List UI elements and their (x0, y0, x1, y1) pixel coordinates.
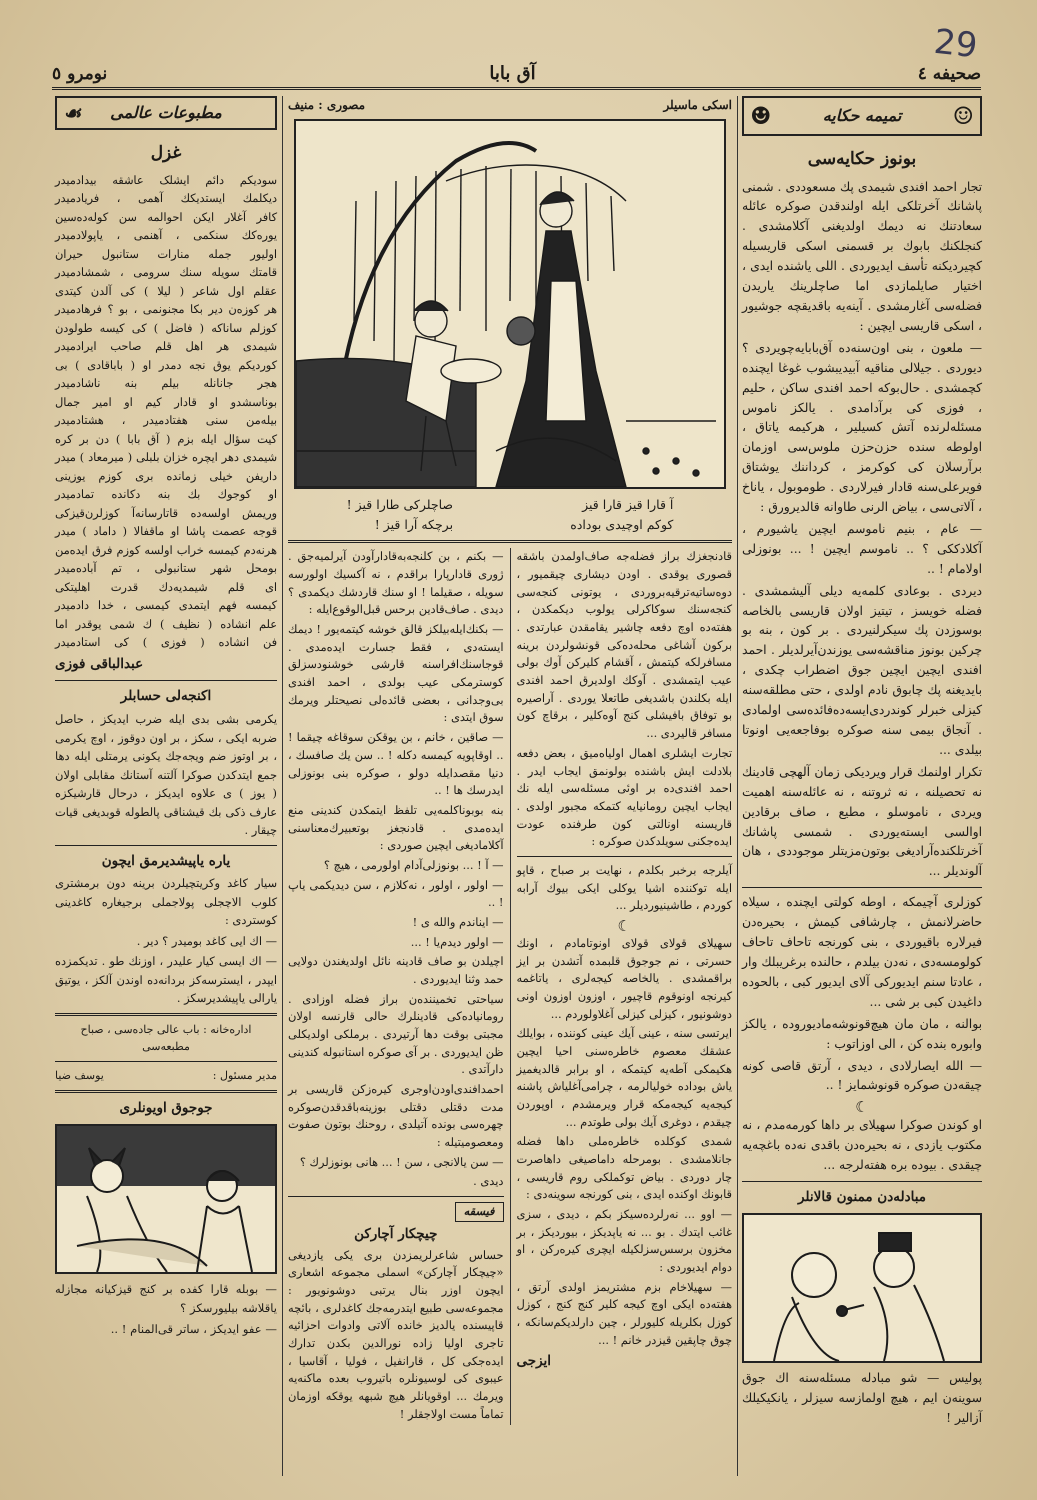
poem-line: شیمدی هر اهل قلم صاحب ایرادمیدر (55, 340, 277, 354)
verse-right (570, 495, 673, 535)
middle-column (288, 96, 732, 1425)
divider (288, 540, 732, 543)
story-continuation (288, 548, 732, 1425)
story-text: تجارت ایشلری اهمال اولیاه‌میق ، بعض دفعه بلادلت ایش باشنده بولونمق ایجاب ایدر . احمد افندی‌ده بر اوئی مسئله‌سی ایله نك ایجاب ایچین رومانیایه کتمکه مجبور اولدی . قاریسنه اونالتی کون طرفنده عودت ایده‌جکنی سویلدکدن صوکره : (516, 745, 732, 849)
section-mark-icon: ☾ (617, 916, 631, 935)
face-ornament-icon: ☺ (952, 100, 974, 130)
poem-title: غزل (150, 143, 182, 163)
story-text: — اولور ، اولور ، نه‌کلازم ، سن دیدیکمی یاپ ! .. (288, 877, 504, 910)
column-rule-left (282, 96, 283, 1476)
illustration-title: اسکی ماسیلر (663, 98, 732, 112)
poem-line: شیمدی دهر ایچره خزان بلبلی ( میرمعاد ) میدر (55, 451, 277, 465)
story-subcolumn-right (517, 548, 733, 1425)
poem-line: او کوجوك بك بنه دکانده تمادمیدر (55, 488, 277, 502)
illustration-verse (288, 495, 732, 535)
press-section-banner (55, 96, 277, 130)
verse-line: برچکه آرا قیز ! (374, 517, 454, 533)
cartoon-caption-2: — عفو ایدیکز ، ساتر قی‌المنام ! .. (110, 1321, 277, 1336)
continued-paragraph-3: — الله ایصارلادی ، دیدی ، آرتق قاصی کونه چیقه‌دن صوکره قونوشمایز ! .. (742, 1058, 982, 1093)
story-text: بنه بوبونا‌کلمه‌یی تلفظ ایتمکدن کندینی منع ایده‌مدی . قادنجغز بوتعبیرك‌معناسنی آکلامادیغی ایچین صوردی : (288, 802, 504, 853)
poem-line: سودیکم دائم ایشلک عاشقه بیدادمیدر (55, 173, 277, 187)
poem-line: کیت سؤال ایله بزم ( آق بابا ) دن بر کره (55, 432, 277, 446)
column-rule-right (737, 96, 738, 1476)
story-text: — سن یالانجی ، سن ! ... هانی بونوزلرك ؟ (299, 1154, 504, 1169)
imprint-manager-label: مدیر مسئول : (212, 1069, 277, 1083)
illustration-credit: مصوری : منیف (288, 98, 366, 112)
verse-line: صاچلرکی طارا قیز ! (346, 497, 454, 513)
poem-line: عقلم اول شاعر ( لیلا ) کی آلدن کیتدی (55, 284, 277, 298)
poem-line: دیکلمك ایستدیکك آهمی ، فریادمیدر (55, 192, 277, 206)
verse-line: آ قارا قیز قارا قیز (582, 497, 674, 513)
poem-line: علم انشاده ( نظیف ) ك شمی یوقدر اما (55, 617, 277, 631)
story-subcolumn-left (288, 548, 504, 1425)
story-text: ایرتسی سنه ، عینی آیك عینی کوننده ، بوایلك عشقك معصوم خاطره‌سنی احیا ایچین هکیمکی آطه‌یه کیتمکه ، او برابر قالدیغمیز یاش بوداده خولیالرمه ، چرامی‌آغلیاش پاشنه کیجه‌یه کیجه‌مکه قرار ویرمشدم ، اوپوردن چیقدم ، دوغری آیك بولی طوتدم ... (516, 1026, 732, 1129)
story-paragraph-4: دیردی . بوعادی کلمه‌یه دیلی آلیشمشدی . فضله‌ خویسز ، تیتیز اولان قاریسی بالخاصه بوسوزدن پك سیکرلنیردی . بر کون ، بنه بو چرکین بونوز مناقشه‌سی یوزندن‌آیرلدیلر . احمد افندی ایچین ایچین جوق اضطراب چکدی ، بایدیغنه پك چابوق نادم اولدی ، حتی مطلقه‌سنه کیزلی خبرلر کوندردی‌ایسه‌ده‌فائده‌سی اولمادی . آنجاق بیمی سنه صوکره بوفاجعه‌یی اونوتا بیلدی ... (742, 583, 982, 757)
cartoon-caption-1: — بوبله قارا کفده بر کنج قیزکیانه‌ مجازله یاقلاشه بیلیورسکز ؟ (55, 1281, 277, 1315)
poem-line: کافر آغلار ایکن احوالمه سن کوله‌ده‌سین (55, 210, 277, 224)
illustration-drawing (296, 121, 724, 487)
poem-line: هرنه‌دم کیمسه خراب اولسه کوزم فرق ایده‌من (55, 543, 277, 557)
press-section-title: مطبوعات عالمی (110, 103, 222, 123)
story-text: — بکنم ، بن کلنجه‌به‌قادارآودن آیرلمیه‌جق . ژوری قادارپارا براقدم ، نه آکسیك اولورسه سویله ، صقیلما ! او سنك قاردشك دیکمدی ؟ دیدی . صاف‌قادین برحس قبل‌الوقوع‌ایله : (288, 549, 504, 617)
story-text: سهیلای قولای قولای اونوتامادم ، اونك حسرتی ، نم جوجوق قلبمده آتشدن بر ایز براقمشدی . یالخاصه کیجه‌لری ، یاتاغمه کیرنجه اونوقوم قاچیور ، اوزون اوزون اونی دوشونیور ، کیزلی کیزلی آغلاولوردم ... (516, 935, 732, 1021)
story-title: بونوز حکایه‌سی (807, 149, 917, 169)
divider (55, 1090, 277, 1093)
story-text: — اولور دیدم‌یا ! ... (410, 934, 504, 949)
poem-line: بومحل شهر ستانبولی ، تم آباده‌میدر (55, 562, 277, 576)
poem-signature: عبدالباقی فوزی (55, 655, 144, 672)
children-games-cartoon (55, 1124, 277, 1274)
poem-line: هر کوزه‌ن دیر بکا مجنونمی ، بو ؟ فرهادمیدر (55, 303, 277, 317)
newspaper-title: آق بابا (489, 63, 536, 84)
joke-text: سیار کاغد وکریتچیلردن برینه دون برمشتری کلوب الاچجلی پولاجملی برجیغاره کاغدینی کوستردی : (55, 876, 277, 928)
story-section-title: تمیمه حکایه (822, 106, 902, 126)
poem-line: کوردیکم یوق نجه دمدر او ( باباقادی ) بی (55, 358, 277, 372)
page-number: صحیفه ٤ (917, 63, 981, 84)
story-paragraph-5: تکرار اولنمك قرار ویردیکی زمان آلهچی قادینك نه تحصیلنه ، نه ثروتنه ، نه عائله‌سنه اهمیت ویردی ، ناموسلو ، مطیع ، صاف برقادین اوالسی ایسته‌یوردی . شمسی پاشانك آخرتلکنده‌آرادیغی بوتون‌مزیتلر موجوددی ، هان آلوندیلر ... (742, 764, 982, 879)
poem-line: داریفن خیلی زمانده بری کوزم یوزینی (55, 469, 277, 483)
story-text: — سهیلاخام بزم مشتریمز اولدی آرتق ، هفته‌ده ایکی اوچ کیجه کلیر کنج کنج ، کوزل کوزل بکلریله کلیورلر ، چین دارلدیکم‌سانکه ، چوق چاپقین قیزدر خانم ! ... (516, 1279, 732, 1347)
poem-line: کیمسه فهم ایتمدی کیمسی ، خدا دادمیدر (55, 599, 277, 613)
story-text: — بکنك‌ایله‌بیلکز قالق خوشه‌ کیتمه‌یور ! دیمك ایسته‌دی ، فقط جسارت ایده‌مدی . قوجاسنك‌افراسنه قارشی خوشنودسزلق کوسترمکی عیب بولدی ، احمد افندی بی‌وجدانی ، بعضی قائده‌لی نصیحتلر ویرمك سوق ایتدی : (288, 622, 504, 725)
author-signature: ایزجی (516, 1353, 552, 1370)
joke-dialog-1: — اك ایی کاغد بومیدر ؟ دیر . (136, 933, 277, 948)
right-column (742, 96, 982, 1431)
figure-ornament-icon: ☻ (750, 100, 772, 130)
story-text: قادنجغزك براز فضله‌جه صاف‌اولمدن باشقه قصوری یوقدی . اودن دیشاری چیقمیور ، دوه‌ساتیه‌ترقیه‌بروردی ، یوتونی کنجه‌سی کنجه‌سنك سوکاکرلی یولوب دیکمکدن ، هفته‌ده اوچ دفعه چاشیر یقامقدن عبارتدی . برکون آشاغی محله‌ده‌کی قونشولردن برینه مسافرلکه کیتمش ، آقشام کلیرکن آوك بولی عیب ایتمشدی . آوکك اولدیرق احمد افندی ایله بکلندن باشدیغی طاتعلا یوردی . آراصیره بو توفاق بافیشلی کنج آوه‌کلیر ، برقاچ کون مسافر قالیردی ... (516, 549, 732, 741)
poem-line: یوره‌کك سنکمی ، آهنمی ، یاپولادمیدر (55, 229, 277, 243)
poem-line: کوزلم ساناکه ( فاضل ) کی کیسه طولودن (55, 321, 277, 335)
cartoon-title: جوجوق اویونلری (119, 1100, 213, 1117)
main-illustration (294, 119, 726, 489)
fiske-title: چیچکار آچارکن (354, 1225, 438, 1242)
fiske-banner (288, 1202, 504, 1222)
divider (742, 887, 982, 888)
issue-number: نومرو ٥ (52, 63, 108, 84)
masthead (52, 60, 981, 90)
cartoon-drawing (744, 1215, 980, 1361)
story-section-banner (742, 96, 982, 136)
poem-line: بوناسشدو او قادار کیم او امیر جمال (55, 395, 277, 409)
story-paragraph-2: — ملعون ، بنی اون‌سنه‌ده آق‌بابایه‌چویردی ؟ دیوردی . جیلالی مناقیه آبیدیبشوب غوغا ایچنده کچمشدی . حال‌بوکه احمد افندی ساکن ، حلیم ، فوزی کی برآدامدی . یالکز ناموس مسئله‌لرنده آتش کسیلیر ، هرکیمه یاتاق ، اولوطه سنده حزن‌حزن ملوس‌سی اوزمان برآرسلان کی کوکرمز ، کرداننك یوشتاق فویرعلی‌سنه قادار فیرلاردی . طوموبول ، یاناخ ، آلاتی‌سی ، بیاض الرنی طاوانه قالدیرورق : (742, 340, 982, 515)
poem-line: فن انشاده ( فوزی ) کی استادمیدر (55, 636, 277, 650)
poem-line: قوجه عصمت پاشا او ماقفالا ( داماد ) میدر (55, 525, 277, 539)
imprint-manager-name: یوسف ضیا (55, 1069, 104, 1083)
poem-line: بیله‌من سنی هفتادمیدر ، هشتادمیدر (55, 414, 277, 428)
continued-paragraph-1: کوزلری آچیمکه ، اوطه کولتی ایچنده ، سیلاه حاضرلانمش ، چارشافی کیمش ، بحیره‌دن فیرلاره باقیوردی ، بنی کورنجه تاحاف تاحاف کولومسه‌دی ، نه‌دن بیلدم ، حالنده برغریبلك وار ، عادتا سنم ایدیورکی آلای ایدیور کبی ، بالحوده داغیدن کبی بر شی ... (742, 895, 982, 1009)
story-text: — صاقین ، خانم ، بن یوقکن سوقاغه چیقما ! .. اوقاپویه کیمسه دکله ! .. سن یك صافسك ، دنیا مقصدایله دولو ، صوکره بنی بونوزلی ایدرسك ها ! .. (288, 730, 504, 798)
story-text: اچیلدن بو صاف قادینه نائل اولدیغندن دولایی حمد وثنا ایدیوردی . (288, 954, 504, 986)
fiske-label: فیسقه (455, 1202, 504, 1222)
handwritten-page-number: 29 (931, 21, 979, 67)
story-text: شمدی کوکلده خاطره‌ملی داها فضله جانلامشدی . بومرحله داماصیغی داهاصرت چار دوردی . بیاض توکملکی روم قاریسی ، قابونك اوکنده ایدی ، بنی کورنجه سوینه‌دی : (516, 1134, 732, 1202)
continued-paragraph-4: او کوندن صوکرا سهیلای بر داها کورمه‌مدم ، نه مکتوب یازدی ، نه بحیره‌دن باقدی‌ نه‌ده باغچه‌یه چیقدی . بیوده بره هفته‌لرجه ... (742, 1118, 982, 1173)
divider (55, 1061, 277, 1062)
poem-line: وریمش اولسه‌ده قاتارسانه‌آ کوزلرن‌قیزکی (55, 506, 277, 520)
puzzle-title: اکنجه‌لی حسابلر (120, 688, 212, 705)
divider (55, 845, 277, 846)
story-text: احمدافندی‌اودن‌اوجری کیره‌زکن قاریسی بر مدت دقتلی دقتلی بوزینه‌باقدقدن‌صوکره چهره‌سی بونده آتیلدی ، روحنك بوتون صفوت ومعصومیتیله : (288, 1081, 504, 1149)
subcolumn-rule (510, 548, 511, 1425)
cartoon-heading: مبادله‌دن ممنون قالانلر (797, 1189, 927, 1206)
verse-left (347, 495, 453, 535)
story-paragraph-3: — عام ، بنیم ناموسم ایچین یاشیورم ، آکلادککی ؟ .. ناموسم ایچین ! ... بونوزلی اولامام ! .. (742, 521, 982, 576)
joke-dialog-2: — اك ایسی کیار علیدر ، اوزنك طو . تدیکمزده ایپدر ، ایسترسه‌کز بردانه‌ده اوندن آلکز ، یوتیق یارالی یاپیشدیرسکز . (55, 954, 277, 1006)
story-text: دیدی . (473, 1174, 504, 1189)
joke-title: یاره یاپیشدیرمق ایچون (101, 852, 231, 869)
cartoon-caption: پولیس — شو مبادله مسئله‌سنه اك جوق سوینه‌ن ایم ، هیچ اولمازسه سیزلر ، یانکیکیلك آزالیر ! (742, 1370, 982, 1425)
story-text: — اوو ... نه‌رلرده‌سیکز بکم ، دیدی ، سزی غائب ایتدك . بو ... نه یاپدیکز ، بیوردیکز ، بر مخزون برسس‌سزلکیله ایچری کیره‌رکن ، او دوام ایدیوردی : (516, 1206, 732, 1274)
divider (55, 680, 277, 681)
story-text: آیلرجه برخبر بکلدم ، نهایت بر صباح ، قاپو ایله توکننده اشیا یوکلی ایکی بیوك آرابه کوردم ، طاشینیوردیلر ... (516, 862, 732, 913)
divider (517, 856, 733, 857)
fiske-text: حساس شاعرلریمزدن بری یکی یازدیغی «چیچکار آچارکن» اسملی مجموعه اشعاری ایچون اوزر بنال یرتبی دوشونویور : مجموعه‌سی طبیع ایتدرمه‌جك کاغدلری ، بائچه قاپیسنده یالدیز خانده آلاتی وادوات احزائیه تاجری اولیا زاده نورالدین بکدن تدارك ایده‌جکی کل ، قارانفیل ، فولیا ، آقاسیا ، عیبوی کی لوسیونلره باتیروب بعده ماکنه‌یه ویرمك ... اوقویانلر هیچ شبهه یوقکه اوزمان تماماً مست اولاجقلر ! (288, 1247, 504, 1421)
story-paragraph-1: تجار احمد افندی شیمدی پك مسعوددی . شمنی پاشانك آخرتلکی ایله اولندقدن صوکره عائله سعادتنك نه دیمك اولدیغنی آکلامشدی . کنجلکنك بابوك بر قسمنی اسکی قاریسیله کچیردیکنه تأسف ایدیوردی . اللی یاشنده ایدی ، اختیار صایلمازدی اما صاچلرینك یاریدن فضله‌سی آغارمشدی . آینه‌یه باقدیقچه جوشیور ، اسکی قاریسی ایچین : (742, 179, 982, 333)
poem-line: اولیور جمله منارات ستانبول حیران (55, 247, 277, 261)
story-text: سیاحتی تخمیننده‌ن براز فضله اوزادی . رومانیاده‌کی قادینلرك حالی قارنسه اولان مجبتی بوقت دها آرتیردی . برملکی اولدیکلی ظن ایدیوردی . بر آی صوکره استانبوله کندینی دارآتدی . (288, 991, 504, 1077)
divider (288, 1196, 504, 1197)
continued-paragraph-2: بوالنه ، مان مان هیچ‌قونوشه‌مادیوروده ، یالکز وابوره بنده کن ، الی اوزاتوب : (742, 1016, 982, 1051)
divider (55, 1013, 277, 1016)
verse-line: کوکم اوچیدی بوداده (570, 517, 674, 533)
left-column (55, 96, 277, 1340)
reclining-figure-icon: ☙ (63, 100, 81, 125)
poem-line: قامتك سویله سنك سرومی ، شمشادمیدر (55, 266, 277, 280)
cartoon-drawing (57, 1126, 275, 1272)
illustration-header (288, 96, 732, 115)
imprint-office: اداره‌خانه : باب عالی جاده‌سی ، صباح مطبعه‌سی (80, 1022, 252, 1054)
poem (55, 172, 277, 652)
poem-line: هجر جانانله بیلم بنه ناشادمیدر (55, 377, 277, 391)
puzzle-text: یکرمی بشی بدی ایله ضرب ایدیکز ، حاصل ضربه ایکی ، سکز ، بر اون دوقوز ، اوچ یکرمی ، بر اوتوز ضم ویجه‌جك یکونی یرمتلی ایله دها جمع ایتدکدن صوکرا آلتنه آستانك مقابلی اولان ( یوز ) ی علاوه ایدیکز ، درحال قارشیکزه عارف ذکی بك قیشناقی پالطوله قوبدیغی قیات چیقار . (55, 712, 277, 838)
imprint-manager-row (55, 1067, 277, 1085)
section-mark-icon: ☾ (855, 1098, 869, 1117)
story-text: — ایناندم والله ی ! (412, 914, 504, 929)
divider (742, 1181, 982, 1182)
poem-line: ای قلم شیمدیه‌دك قدرت اهلیتکی (55, 580, 277, 594)
story-text: — آ ! ... بونوزلی‌آدام اولورمی ، هیچ ؟ (323, 857, 504, 872)
cartoon-illustration (742, 1213, 982, 1363)
